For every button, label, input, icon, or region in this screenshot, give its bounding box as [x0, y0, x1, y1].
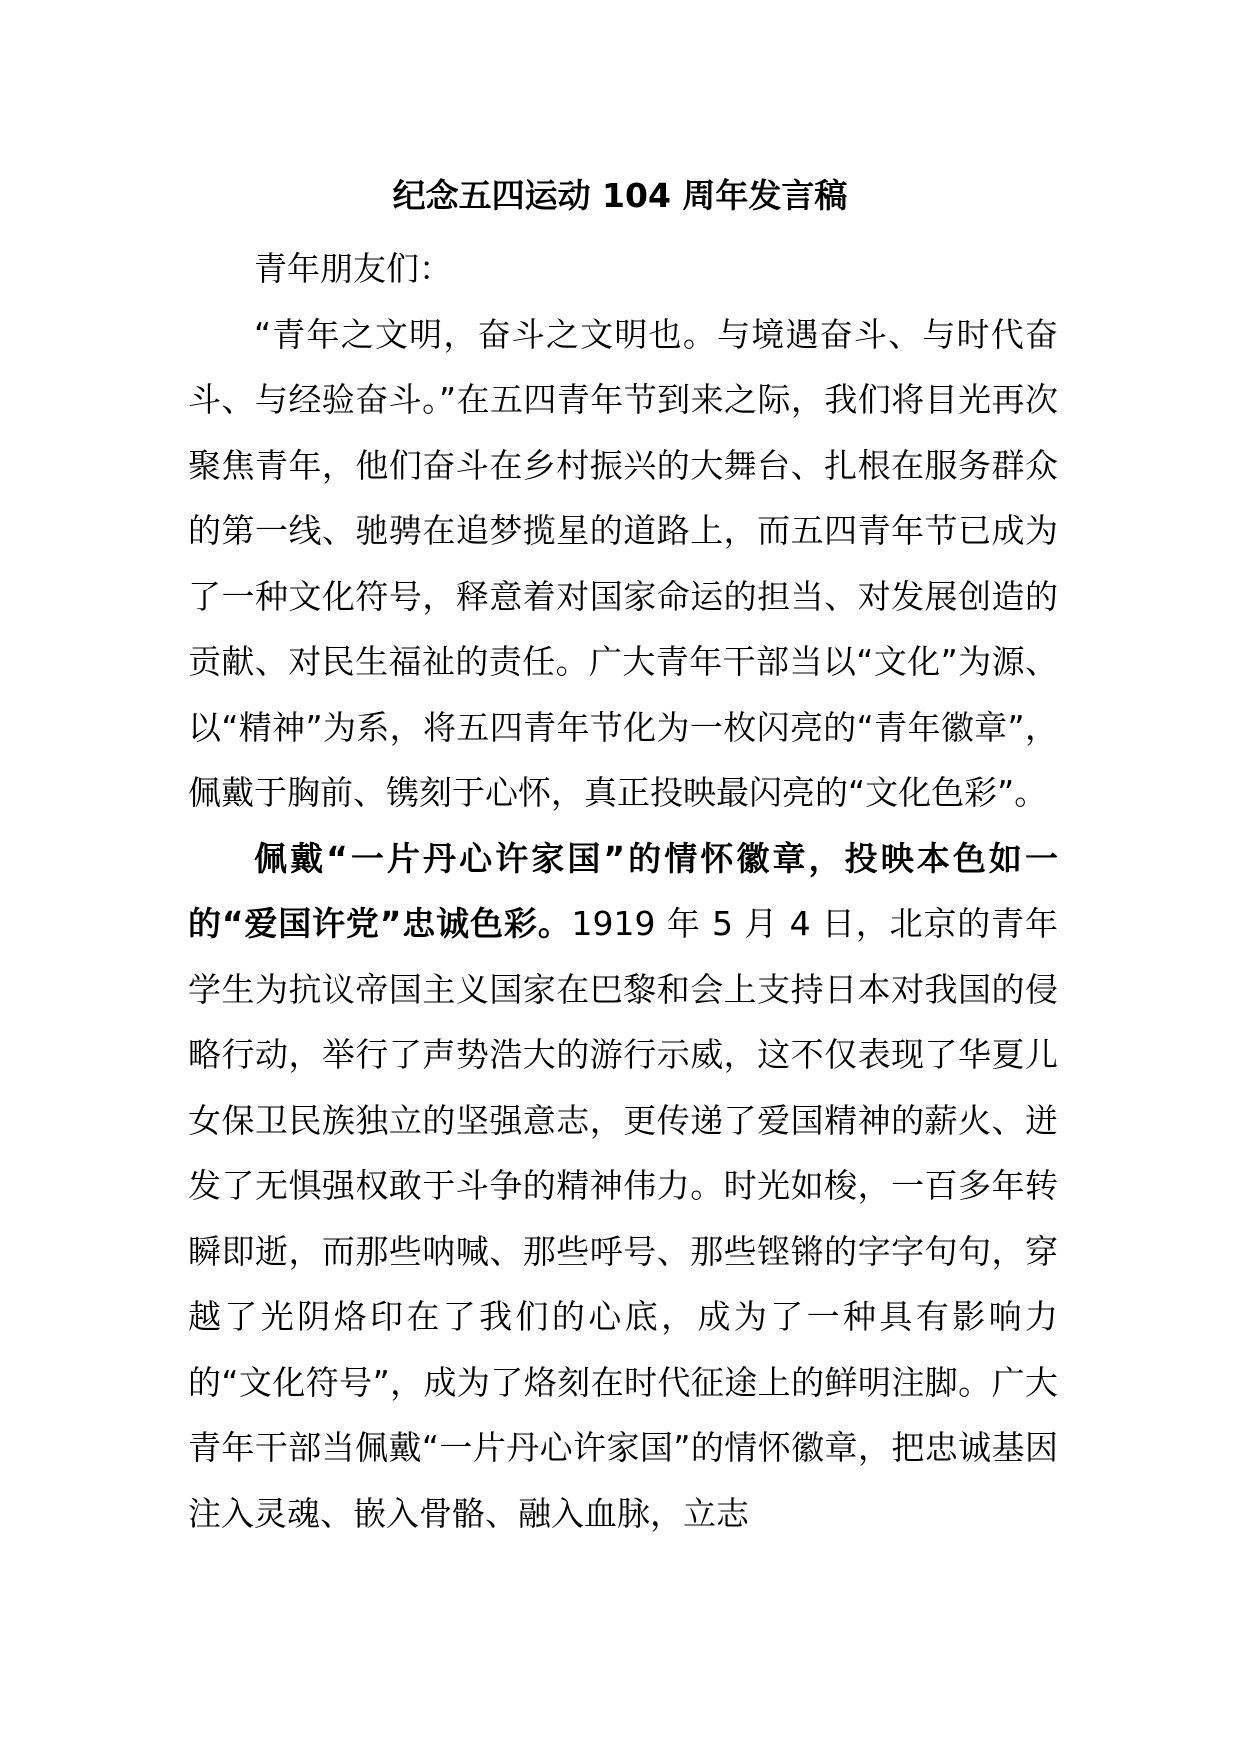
paragraph-heading: 佩戴“一片丹心许家国”的情怀徽章，投映本色如一的“爱国许党”忠诚色彩。 — [188, 838, 1058, 943]
paragraph-body: 1919 年 5 月 4 日，北京的青年学生为抗议帝国主义国家在巴黎和会上支持日本对我国的侵略行动，举行了声势浩大的游行示威，这不仅表现了华夏儿女保卫民族独立的坚强意志，更传递了爱国精神的薪火、迸发了无惧强权敢于斗争的精神伟力。时光如梭，一百多年转瞬即逝，而那些呐喊、那些呼号、那些铿锵的字字句句，穿越了光阴烙印在了我们的心底，成为了一种具有影响力的“文化符号”，成为了烙刻在时代征途上的鲜明注脚。广大青年干部当佩戴“一片丹心许家国”的情怀徽章，把忠诚基因注入灵魂、嵌入骨骼、融入血脉，立志 — [188, 904, 1058, 1533]
document-body — [188, 236, 1058, 1546]
document-title: 纪念五四运动 104 周年发言稿 — [392, 176, 848, 215]
salutation: 青年朋友们： — [254, 249, 452, 288]
paragraph-patriotism — [188, 826, 1058, 1547]
paragraph-intro: “青年之文明，奋斗之文明也。与境遇奋斗、与时代奋斗、与经验奋斗。”在五四青年节到来之际，我们将目光再次聚焦青年，他们奋斗在乡村振兴的大舞台、扎根在服务群众的第一线、驰骋在追梦揽星的道路上，而五四青年节已成为了一种文化符号，释意着对国家命运的担当、对发展创造的贡献、对民生福祉的责任。广大青年干部当以“文化”为源、以“精神”为系，将五四青年节化为一枚闪亮的“青年徽章”，佩戴于胸前、镌刻于心怀，真正投映最闪亮的“文化色彩”。 — [188, 314, 1058, 812]
